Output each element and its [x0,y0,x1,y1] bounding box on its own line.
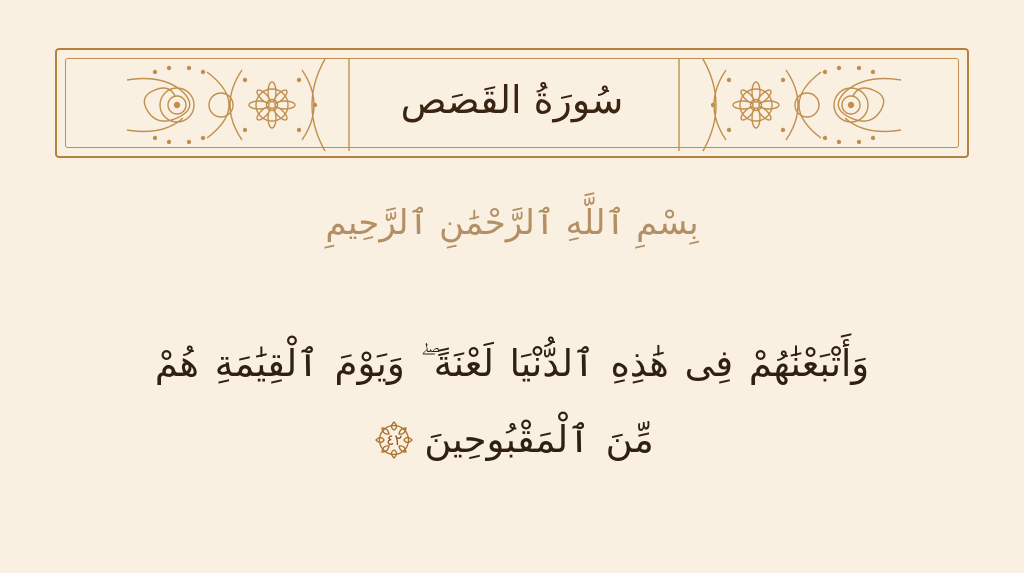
ayah-line-2: مِّنَ ٱلْمَقْبُوحِينَ [424,418,654,462]
ayah-text-block [58,330,966,475]
basmala-text: بِسْمِ ٱللَّهِ ٱلرَّحْمَٰنِ ٱلرَّحِيمِ [325,203,699,243]
ayah-line-1: وَأَتْبَعْنَٰهُمْ فِى هَٰذِهِ ٱلدُّنْيَا لَعْنَةً ۖ وَيَوْمَ ٱلْقِيَٰمَةِ هُمْ [154,342,870,385]
ayah-line-2-wrapper [58,406,966,474]
ayah-number: ٤٢ [386,430,403,449]
surah-header-banner [55,48,969,158]
surah-name-title: سُورَةُ القَصَص [400,78,624,123]
ayah-number-marker [370,416,418,464]
